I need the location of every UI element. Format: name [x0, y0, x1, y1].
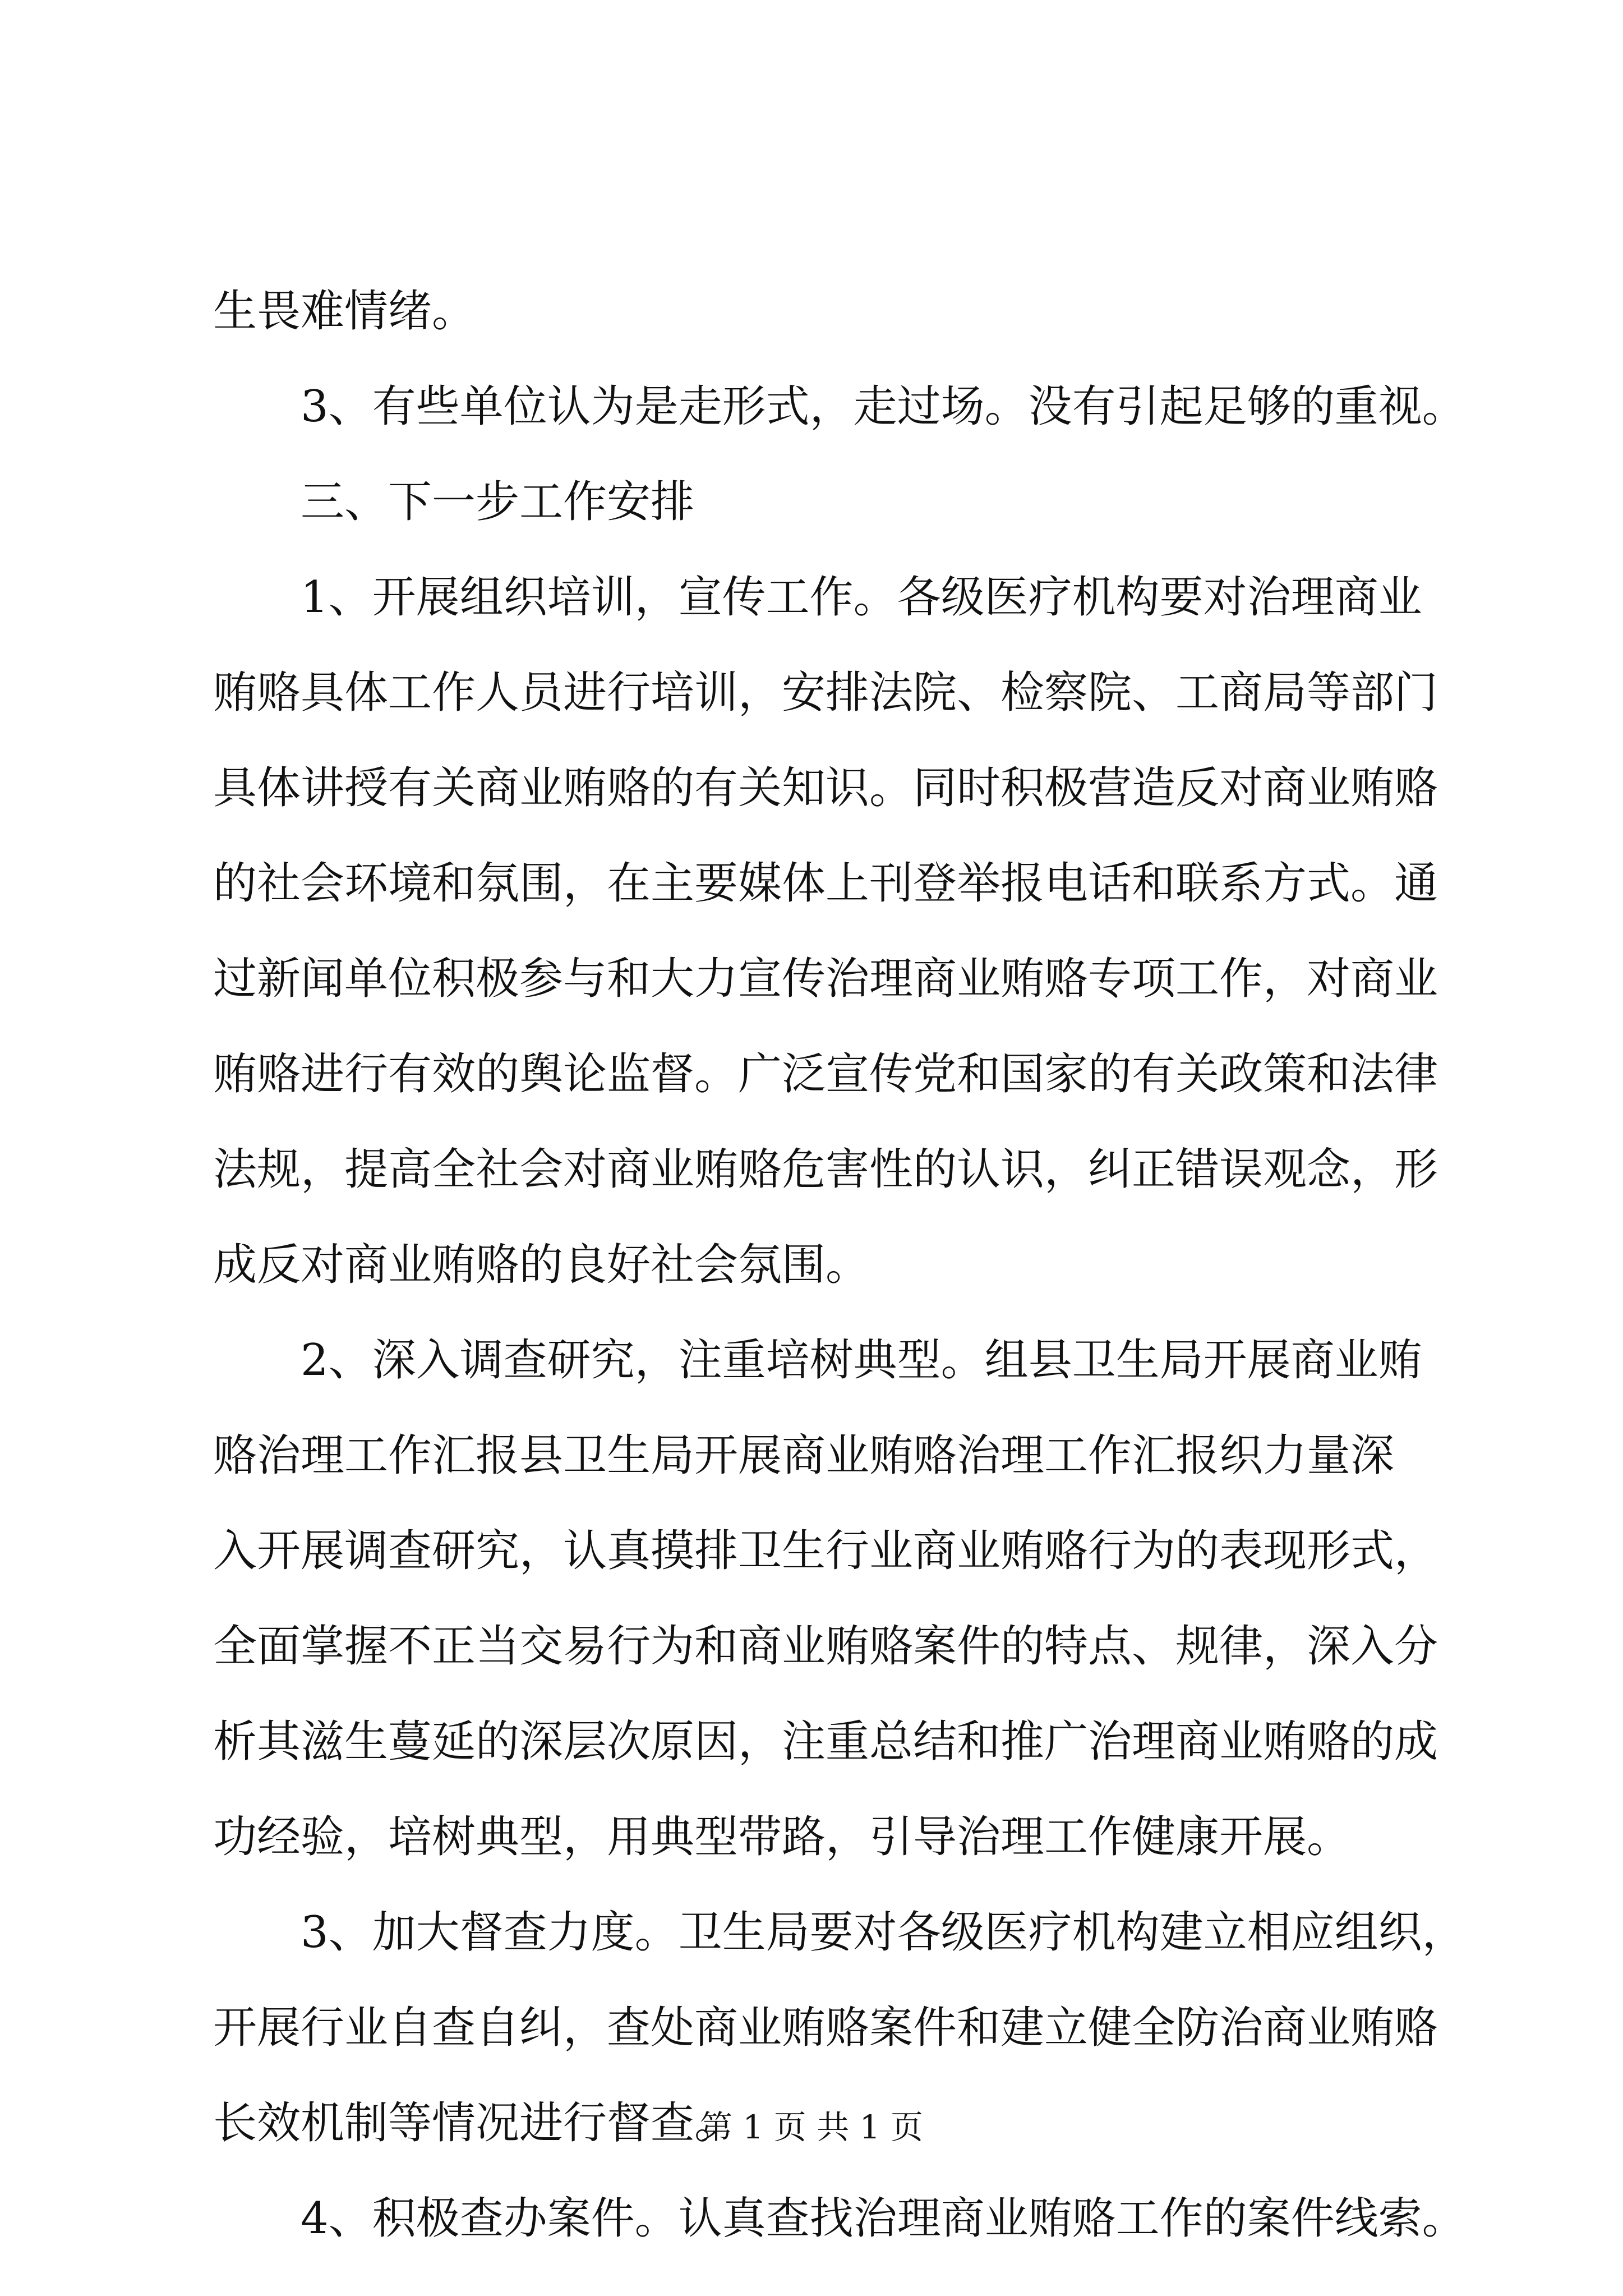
text-line: 4、积极查办案件。认真查找治理商业贿赂工作的案件线索。 [301, 2193, 1466, 2244]
section-heading: 三、下一步工作安排 [301, 477, 695, 527]
text-line: 的社会环境和氛围，在主要媒体上刊登举报电话和联系方式。通 [213, 858, 1438, 909]
text-line: 具体讲授有关商业贿赂的有关知识。同时积极营造反对商业贿赂 [213, 763, 1438, 813]
text-line: 成反对商业贿赂的良好社会氛围。 [213, 1240, 870, 1290]
text-line: 3、有些单位认为是走形式，走过场。没有引起足够的重视。 [301, 381, 1466, 432]
text-line: 贿赂具体工作人员进行培训，安排法院、检察院、工商局等部门 [213, 668, 1438, 718]
text-line: 功经验，培树典型，用典型带路，引导治理工作健康开展。 [213, 1812, 1351, 1862]
text-line: 开展行业自查自纠，查处商业贿赂案件和建立健全防治商业贿赂 [213, 2003, 1438, 2053]
text-line: 法规，提高全社会对商业贿赂危害性的认识，纠正错误观念，形 [213, 1144, 1438, 1195]
page-number: 第 1 页 共 1 页 [700, 2108, 923, 2146]
text-line: 赂治理工作汇报县卫生局开展商业贿赂治理工作汇报织力量深 [213, 1430, 1395, 1481]
text-line: 析其滋生蔓延的深层次原因，注重总结和推广治理商业贿赂的成 [213, 1717, 1438, 1767]
text-line: 1、开展组织培训，宣传工作。各级医疗机构要对治理商业 [301, 572, 1422, 623]
page-footer [0, 2101, 1623, 2148]
text-line: 2、深入调查研究，注重培树典型。组县卫生局开展商业贿 [301, 1335, 1422, 1386]
text-line: 全面掌握不正当交易行为和商业贿赂案件的特点、规律，深入分 [213, 1621, 1438, 1672]
text-line: 入开展调查研究，认真摸排卫生行业商业贿赂行为的表现形式， [213, 1526, 1438, 1576]
text-line: 过新闻单位积极参与和大力宣传治理商业贿赂专项工作，对商业 [213, 954, 1438, 1004]
text-line: 长效机制等情况进行督查。 [213, 2098, 739, 2148]
text-line: 生畏难情绪。 [213, 286, 476, 337]
text-line: 贿赂进行有效的舆论监督。广泛宣传党和国家的有关政策和法律 [213, 1049, 1438, 1099]
document-body [213, 264, 1466, 2266]
text-line: 3、加大督查力度。卫生局要对各级医疗机构建立相应组织， [301, 1907, 1466, 1958]
